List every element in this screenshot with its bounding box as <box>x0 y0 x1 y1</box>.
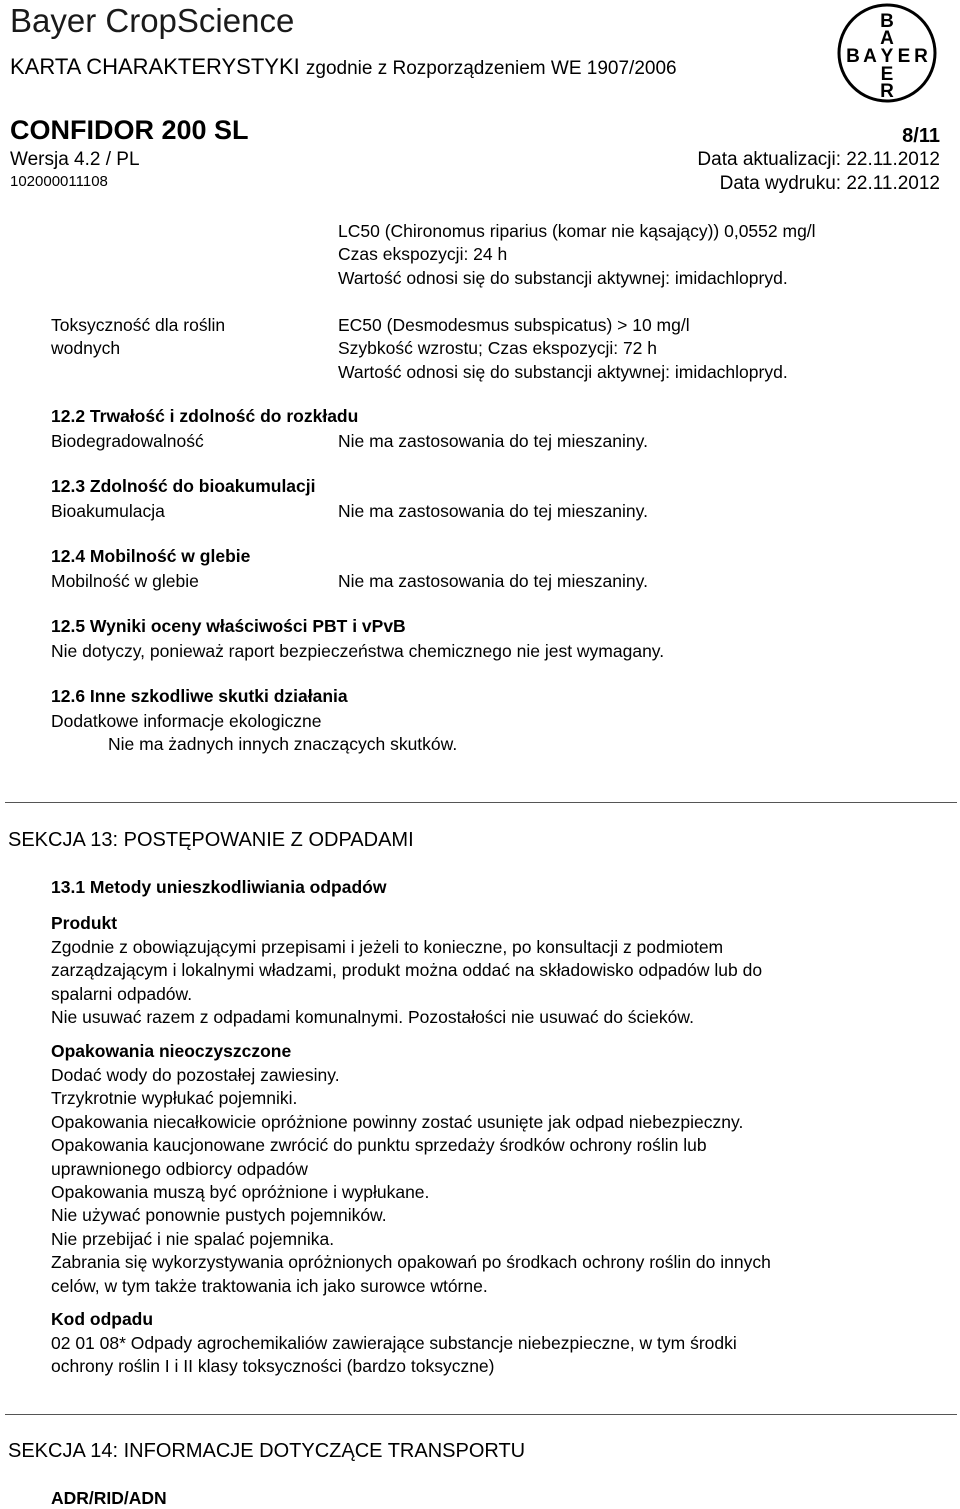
text-line: 02 01 08* Odpady agrochemikaliów zawierające substancje niebezpieczne, w tym środki <box>51 1333 737 1353</box>
print-date: Data wydruku: 22.11.2012 <box>719 173 940 194</box>
tox-plants-label <box>51 314 225 361</box>
waste-code-text <box>51 1332 737 1379</box>
text-line: celów, w tym także traktowania ich jako surowce wtórne. <box>51 1275 488 1296</box>
ecological-info-label: Dodatkowe informacje ekologiczne <box>51 711 322 731</box>
mobility-label: Mobilność w glebie <box>51 571 199 591</box>
bioaccumulation-label: Bioakumulacja <box>51 501 165 521</box>
update-date: Data aktualizacji: 22.11.2012 <box>697 149 940 170</box>
mobility-value: Nie ma zastosowania do tej mieszaniny. <box>338 571 648 591</box>
text-line: Wartość odnosi się do substancji aktywnej: imidachlopryd. <box>338 361 788 382</box>
text-line: uprawnionego odbiorcy odpadów <box>51 1158 308 1179</box>
logo-letter: R <box>914 46 928 67</box>
section-divider <box>5 802 957 803</box>
document-number: 102000011108 <box>10 173 108 190</box>
section-12-6-heading: 12.6 Inne szkodliwe skutki działania <box>51 686 348 706</box>
text-line: Wartość odnosi się do substancji aktywnej: imidachlopryd. <box>338 267 788 288</box>
product-name: CONFIDOR 200 SL <box>10 115 249 145</box>
section-12-5-heading: 12.5 Wyniki oceny właściwości PBT i vPvB <box>51 616 406 636</box>
document-type <box>10 54 677 80</box>
label-line: Toksyczność dla roślin <box>51 315 226 335</box>
section-12-2-heading: 12.2 Trwałość i zdolność do rozkładu <box>51 406 359 426</box>
text-line: Szybkość wzrostu; Czas ekspozycji: 72 h <box>338 338 658 359</box>
produkt-text <box>51 936 762 1030</box>
bioaccumulation-value: Nie ma zastosowania do tej mieszaniny. <box>338 501 648 521</box>
document-type-main: KARTA CHARAKTERYSTYKI <box>10 54 300 79</box>
text-line: EC50 (Desmodesmus subspicatus) > 10 mg/l <box>338 315 690 335</box>
tox-plants-values <box>338 314 788 384</box>
packaging-heading: Opakowania nieoczyszczone <box>51 1041 292 1061</box>
section-13-1-heading: 13.1 Metody unieszkodliwiania odpadów <box>51 877 387 897</box>
text-line: ochrony roślin I i II klasy toksyczności (bardzo toksyczne) <box>51 1356 495 1377</box>
text-line: Czas ekspozycji: 24 h <box>338 244 508 265</box>
produkt-heading: Produkt <box>51 913 118 933</box>
section-divider <box>5 1414 957 1415</box>
text-line: spalarni odpadów. <box>51 983 193 1004</box>
logo-letter: B <box>846 46 860 67</box>
text-line: Opakowania muszą być opróżnione i wypłukane. <box>51 1182 430 1203</box>
text-line: Dodać wody do pozostałej zawiesiny. <box>51 1065 340 1085</box>
logo-letter: A <box>863 46 877 67</box>
adr-rid-adn-heading: ADR/RID/ADN <box>51 1488 167 1508</box>
section-13-title: SEKCJA 13: POSTĘPOWANIE Z ODPADAMI <box>8 829 414 851</box>
text-line: Zabrania się wykorzystywania opróżnionych opakowań po środkach ochrony roślin do innych <box>51 1252 771 1273</box>
section-14-title: SEKCJA 14: INFORMACJE DOTYCZĄCE TRANSPORTU <box>8 1440 526 1462</box>
version: Wersja 4.2 / PL <box>10 149 140 170</box>
text-line: Nie usuwać razem z odpadami komunalnymi. Pozostałości nie usuwać do ścieków. <box>51 1007 694 1028</box>
section-12-4-heading: 12.4 Mobilność w glebie <box>51 546 251 566</box>
tox-chironomus-block <box>338 220 816 290</box>
text-line: Nie przebijać i nie spalać pojemnika. <box>51 1228 335 1249</box>
text-line: zarządzającym i lokalnymi władzami, produkt można oddać na składowisko odpadów lub do <box>51 960 763 981</box>
label-line: wodnych <box>51 338 121 359</box>
document-regulation: zgodnie z Rozporządzeniem WE 1907/2006 <box>305 58 677 79</box>
logo-letter: E <box>880 64 894 85</box>
page-number: 8/11 <box>902 125 940 147</box>
company-name: Bayer CropScience <box>10 2 295 39</box>
logo-letter: E <box>897 46 911 67</box>
pbt-text: Nie dotyczy, ponieważ raport bezpieczeństwa chemicznego nie jest wymagany. <box>51 641 665 661</box>
section-12-3-heading: 12.3 Zdolność do bioakumulacji <box>51 476 316 496</box>
biodegradation-label: Biodegradowalność <box>51 431 204 451</box>
biodegradation-value: Nie ma zastosowania do tej mieszaniny. <box>338 431 648 451</box>
text-line: Zgodnie z obowiązującymi przepisami i jeżeli to konieczne, po konsultacji z podmiotem <box>51 937 724 957</box>
text-line: Opakowania niecałkowicie opróżnione powinny zostać usunięte jak odpad niebezpieczny. <box>51 1111 744 1132</box>
logo-letter: R <box>880 81 894 102</box>
text-line: Nie używać ponownie pustych pojemników. <box>51 1205 387 1226</box>
text-line: Opakowania kaucjonowane zwrócić do punktu sprzedaży środków ochrony roślin lub <box>51 1135 707 1156</box>
bayer-cross-logo <box>836 2 938 104</box>
logo-letter: A <box>880 28 894 49</box>
packaging-text <box>51 1064 771 1298</box>
text-line: LC50 (Chironomus riparius (komar nie kąsający)) 0,0552 mg/l <box>338 221 816 241</box>
waste-code-heading: Kod odpadu <box>51 1309 154 1329</box>
ecological-info-text: Nie ma żadnych innych znaczących skutków. <box>108 734 458 754</box>
logo-letter: Y <box>880 46 894 67</box>
text-line: Trzykrotnie wypłukać pojemniki. <box>51 1088 298 1109</box>
logo-letter: B <box>880 11 894 32</box>
